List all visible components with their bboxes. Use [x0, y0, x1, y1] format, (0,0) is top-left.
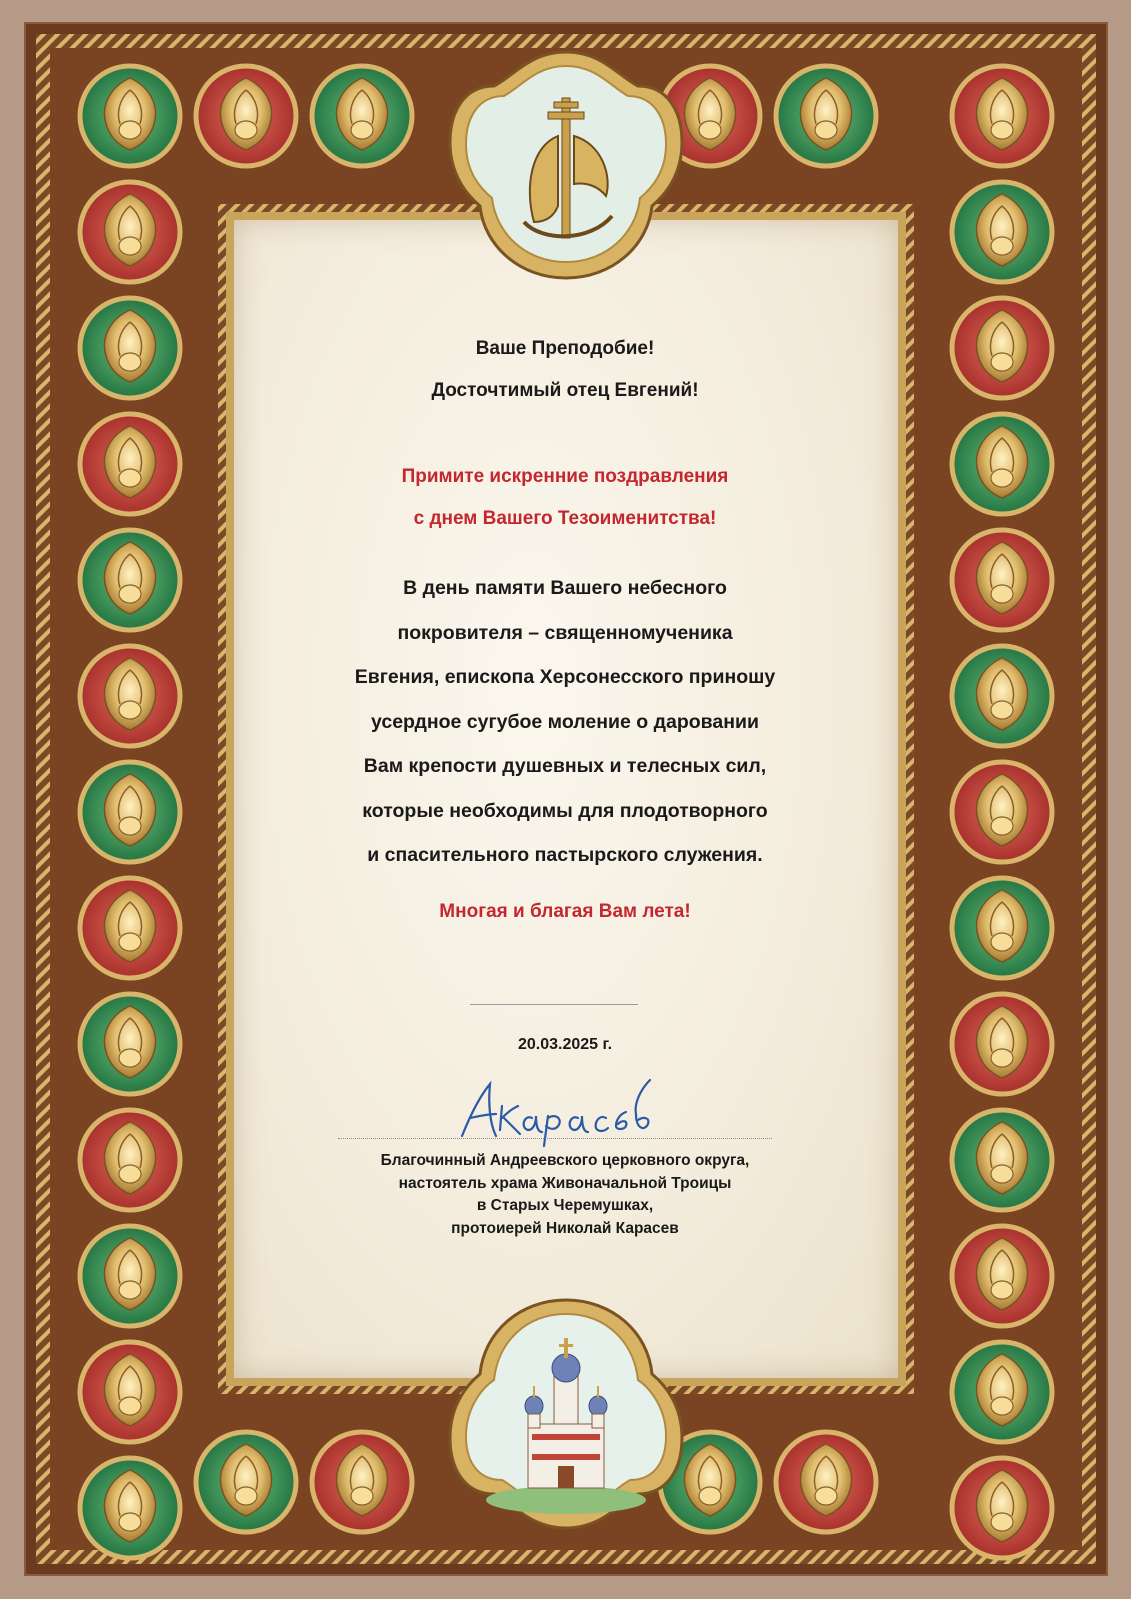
border-ornament: [80, 646, 180, 746]
border-ornament: [776, 66, 876, 166]
border-ornament: [952, 646, 1052, 746]
border-ornament: [952, 1458, 1052, 1558]
divider: [470, 1004, 638, 1005]
greeting-line: Досточтимый отец Евгений!: [431, 380, 699, 401]
signature-line: [338, 1138, 772, 1139]
border-ornament: [80, 182, 180, 282]
cross-ship-emblem-icon: [442, 46, 690, 286]
border-ornament: [952, 66, 1052, 166]
letter-body: [240, 566, 890, 878]
wish-line: Многая и благая Вам лета!: [439, 901, 691, 922]
border-ornament: [196, 66, 296, 166]
border-ornament: [312, 66, 412, 166]
greeting-line: Ваше Преподобие!: [475, 338, 655, 359]
signer-line: протоиерей Николай Карасев: [451, 1219, 679, 1237]
border-ornament: [952, 1226, 1052, 1326]
border-ornament: [952, 762, 1052, 862]
greeting: [240, 328, 890, 412]
border-ornament: [80, 66, 180, 166]
body-line: Вам крепости душевных и телесных сил,: [363, 755, 767, 777]
border-ornament: [952, 414, 1052, 514]
border-ornament: [952, 182, 1052, 282]
border-ornament: [80, 1110, 180, 1210]
border-ornament: [312, 1432, 412, 1532]
border-ornament: [80, 298, 180, 398]
date: 20.03.2025 г.: [517, 1036, 613, 1053]
border-ornament: [80, 994, 180, 1094]
border-ornament: [952, 994, 1052, 1094]
congrats-line: с днем Вашего Тезоименитства!: [413, 508, 717, 529]
border-ornament: [776, 1432, 876, 1532]
signer-line: настоятель храма Живоначальной Троицы: [398, 1174, 732, 1192]
signer-line: Благочинный Андреевского церковного округа,: [380, 1152, 750, 1169]
border-ornament: [952, 878, 1052, 978]
body-line: усердное сугубое моление о даровании: [371, 710, 759, 733]
body-line: покровителя – священномученика: [397, 621, 733, 644]
border-ornament: [952, 1342, 1052, 1442]
border-ornament: [80, 530, 180, 630]
body-line: и спасительного пастырского служения.: [367, 844, 763, 866]
church-icon: [442, 1294, 690, 1534]
border-ornament: [952, 530, 1052, 630]
signer-line: в Старых Черемушках,: [476, 1197, 654, 1214]
congratulations: [240, 456, 890, 540]
border-ornament: [952, 298, 1052, 398]
congrats-line: Примите искренние поздравления: [401, 466, 729, 487]
border-ornament: [80, 414, 180, 514]
border-ornament: [80, 1226, 180, 1326]
signer-block: [240, 1150, 890, 1240]
border-ornament: [80, 1342, 180, 1442]
border-ornament: [80, 1458, 180, 1558]
border-ornament: [80, 762, 180, 862]
body-line: Евгения, епископа Херсонесского приношу: [354, 666, 776, 688]
body-line: В день памяти Вашего небесного: [403, 577, 727, 599]
border-ornament: [80, 878, 180, 978]
border-ornament: [952, 1110, 1052, 1210]
border-ornament: [196, 1432, 296, 1532]
body-line: которые необходимы для плодотворного: [362, 799, 768, 822]
